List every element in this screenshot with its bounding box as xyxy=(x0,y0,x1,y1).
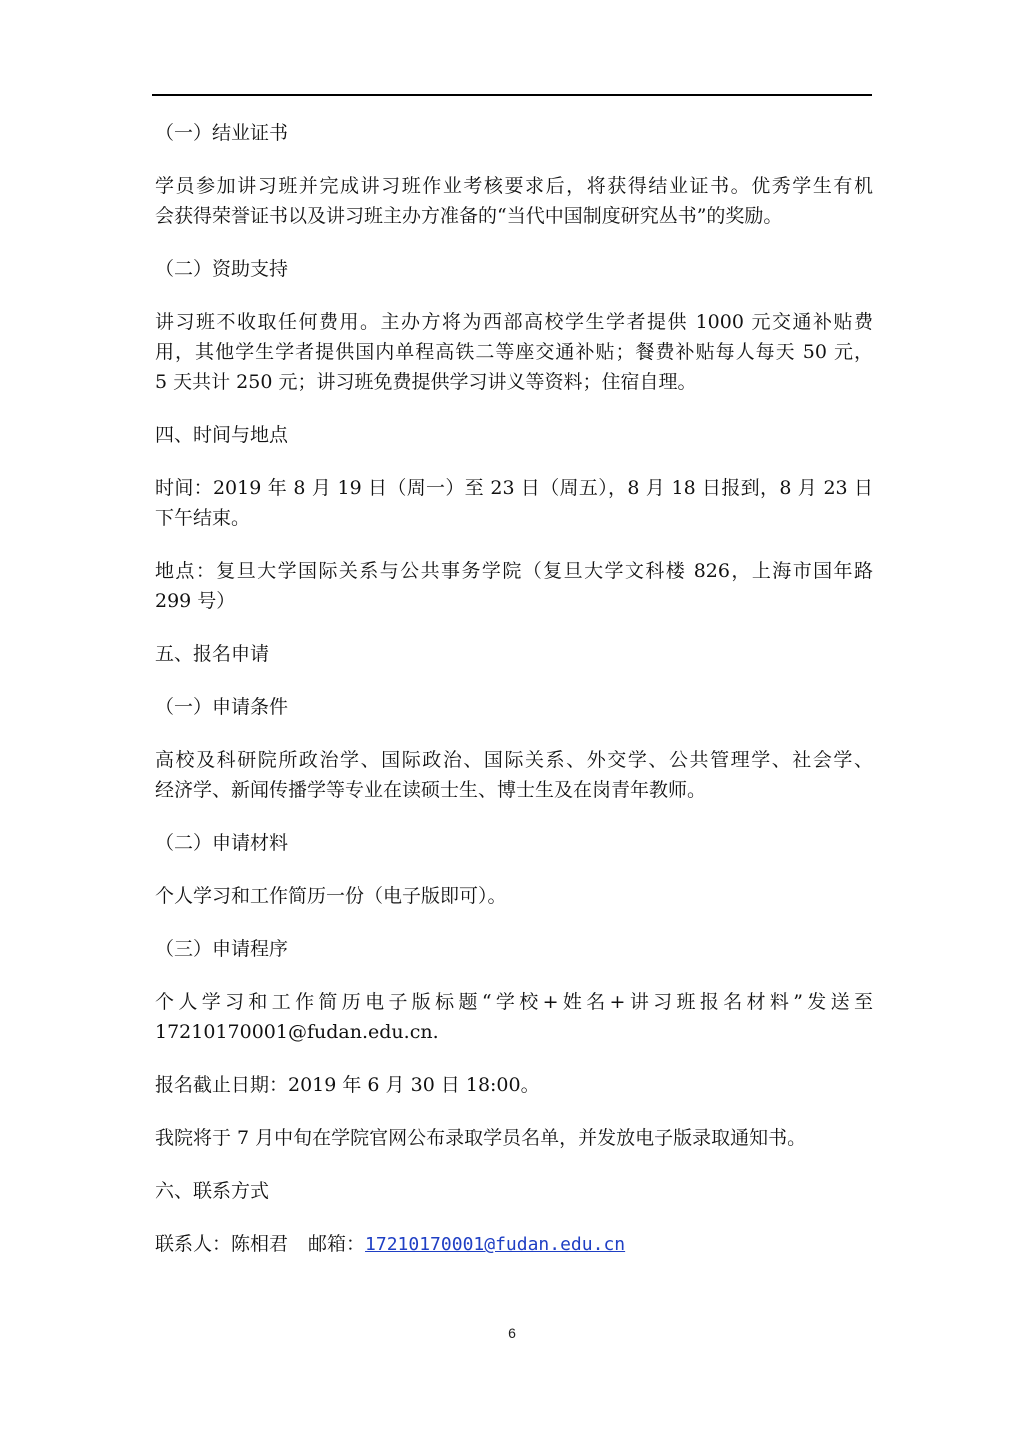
procedure-heading: （三）申请程序 xyxy=(155,938,289,960)
conditions-line-2: 经济学、新闻传播学等专业在读硕士生、博士生及在岗青年教师。 xyxy=(155,779,707,801)
funding-line-1: 讲习班不收取任何费用。主办方将为西部高校学生学者提供 1000 元交通补贴费 xyxy=(155,311,873,333)
certificate-line-1: 学员参加讲习班并完成讲习班作业考核要求后，将获得结业证书。优秀学生有机 xyxy=(155,175,873,197)
conditions-line-1: 高校及科研院所政治学、国际政治、国际关系、外交学、公共管理学、社会学、 xyxy=(155,749,873,771)
document-body xyxy=(155,118,873,1283)
certificate-line-2: 会获得荣誉证书以及讲习班主办方准备的“当代中国制度研究丛书”的奖励。 xyxy=(155,205,783,227)
time-line-2: 下午结束。 xyxy=(155,507,251,529)
certificate-heading: （一）结业证书 xyxy=(155,122,289,144)
time-line-1: 时间：2019 年 8 月 19 日（周一）至 23 日（周五），8 月 18 日报到，8 月 23 日 xyxy=(155,477,873,499)
contact-paragraph xyxy=(155,1229,873,1260)
materials-heading: （二）申请材料 xyxy=(155,832,289,854)
contact-heading: 六、联系方式 xyxy=(155,1180,270,1202)
procedure-line-1: 个人学习和工作简历电子版标题“学校+姓名+讲习班报名材料”发送至 xyxy=(155,991,873,1013)
place-line-2: 299 号） xyxy=(155,590,236,612)
header-rule xyxy=(152,94,872,96)
funding-paragraph xyxy=(155,307,873,397)
deadline-paragraph: 报名截止日期：2019 年 6 月 30 日 18:00。 xyxy=(155,1074,540,1096)
place-line-1: 地点：复旦大学国际关系与公共事务学院（复旦大学文科楼 826，上海市国年路 xyxy=(155,560,873,582)
contact-person: 联系人：陈相君 xyxy=(155,1233,289,1255)
place-paragraph xyxy=(155,556,873,616)
application-heading: 五、报名申请 xyxy=(155,643,270,665)
time-place-heading: 四、时间与地点 xyxy=(155,424,289,446)
conditions-paragraph xyxy=(155,745,873,805)
page-number: 6 xyxy=(508,1325,516,1341)
certificate-paragraph xyxy=(155,171,873,231)
procedure-line-2: 17210170001@fudan.edu.cn. xyxy=(155,1021,439,1043)
procedure-paragraph xyxy=(155,987,873,1047)
funding-line-3: 5 天共计 250 元；讲习班免费提供学习讲义等资料；住宿自理。 xyxy=(155,371,697,393)
time-paragraph xyxy=(155,473,873,533)
funding-line-2: 用，其他学生学者提供国内单程高铁二等座交通补贴；餐费补贴每人每天 50 元， xyxy=(155,341,873,363)
conditions-heading: （一）申请条件 xyxy=(155,696,289,718)
contact-email-label: 邮箱： xyxy=(308,1233,366,1255)
materials-paragraph: 个人学习和工作简历一份（电子版即可）。 xyxy=(155,885,507,907)
funding-heading: （二）资助支持 xyxy=(155,258,289,280)
contact-email-link[interactable]: 17210170001@fudan.edu.cn xyxy=(365,1234,626,1255)
notice-paragraph: 我院将于 7 月中旬在学院官网公布录取学员名单，并发放电子版录取通知书。 xyxy=(155,1127,807,1149)
